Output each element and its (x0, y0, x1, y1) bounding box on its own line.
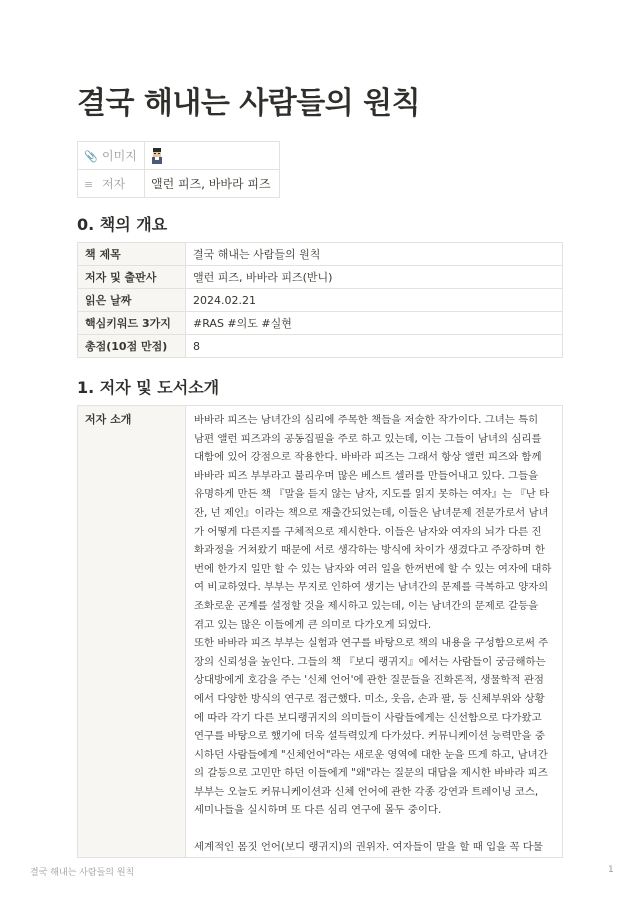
intro-line: 또한 바바라 피즈 부부는 실험과 연구를 바탕으로 책의 내용을 구성함으로써 주 (194, 637, 549, 650)
intro-line: 유명하게 만든 책 『말을 듣지 않는 남자, 지도를 읽지 못하는 여자』는 『난 타 (194, 488, 550, 501)
table-row: 총점(10점 만점) 8 (78, 335, 563, 358)
properties-table (77, 141, 280, 198)
intro-line: 시하던 사람들에게 "신체언어"라는 새로운 영역에 대한 눈을 뜨게 하고, 남녀간 (194, 748, 548, 761)
author-intro-key: 저자 소개 (78, 406, 186, 858)
intro-line: 가 어떻게 다른지를 구체적으로 제시한다. 이들은 남자와 여자의 뇌가 다른 진 (194, 525, 542, 538)
intro-line: 잔, 넌 제인』이라는 책으로 재출간되었는데, 이들은 남녀문제 전문가로서 남녀 (194, 506, 549, 519)
intro-line: 조화로운 곤계를 설정할 것을 제시하고 있는데, 이는 남녀간의 문제로 갈등을 (194, 599, 539, 612)
property-key: 📎 이미지 (78, 142, 145, 170)
intro-line: 부부는 오늘도 커뮤니케이션과 신체 언어에 관한 각종 강연과 트레이닝 코스, (194, 785, 539, 798)
intro-line: 화과정을 거쳐왔기 때문에 서로 생각하는 방식에 차이가 생겼다고 주장하며 한 (194, 544, 545, 557)
intro-line: 장의 신뢰성을 높인다. 그들의 책 『보디 랭귀지』에서는 사람들이 궁금해하는 (194, 655, 546, 668)
paperclip-icon: 📎 (84, 150, 98, 163)
intro-line: 남편 앨런 피즈과의 공동집필을 주로 하고 있는데, 이는 그들이 남녀의 심리를 (194, 432, 542, 445)
page-title: 결국 해내는 사람들의 원칙 (77, 86, 421, 121)
author-intro-table (77, 405, 563, 858)
intro-line: 연구를 바탕으로 했기에 더욱 설득력있게 다가섰다. 커뮤니케이션 능력만을 중 (194, 730, 545, 743)
intro-line: 에 따라 각기 다른 보디랭귀지의 의미들이 사람들에게는 신선함으로 다가왔고 (194, 711, 542, 724)
author-intro-text (186, 406, 563, 858)
intro-line: 상대방에게 호감을 주는 '신체 언어'에 관한 질문들을 진화론적, 생물학적 관점 (194, 674, 544, 687)
property-row-image (78, 142, 280, 170)
table-row: 읽은 날짜 2024.02.21 (78, 289, 563, 312)
property-row-author (78, 170, 280, 198)
intro-line: 겪고 있는 많은 이들에게 큰 의미로 다가오게 되었다. (194, 618, 432, 631)
text-lines-icon: ≡ (84, 178, 94, 191)
property-key: ≡ 저자 (78, 170, 145, 198)
intro-line: 여 비교하였다. 부부는 무지로 인하여 생기는 남녀간의 문제를 극복하고 양자의 (194, 581, 549, 594)
intro-line: 에서 다양한 방식의 연구로 접근했다. 미소, 웃음, 손과 팔, 등 신체부위와 상황 (194, 692, 545, 705)
intro-line: 바바라 피즈는 남녀간의 심리에 주목한 책들을 저술한 작가이다. 그녀는 특히 (194, 414, 539, 426)
intro-last-line: 세계적인 몸짓 언어(보디 랭귀지)의 권위자. 여자들이 말을 할 때 입을 꼭 다물 (194, 841, 543, 854)
table-row: 책 제목 결국 해내는 사람들의 원칙 (78, 243, 563, 266)
property-value-image[interactable] (145, 142, 280, 170)
intro-line: 번에 한가지 일만 할 수 있는 남자와 여러 일을 한꺼번에 할 수 있는 여자에 대하 (194, 562, 552, 575)
table-row: 핵심키워드 3가지 #RAS #의도 #실현 (78, 312, 563, 335)
table-row (78, 406, 563, 858)
page-number: 1 (608, 865, 614, 875)
intro-lines (194, 411, 554, 820)
avatar-image (151, 148, 163, 164)
overview-table (77, 242, 563, 358)
intro-line: 세미나들을 실시하며 또 다른 심리 연구에 몰두 중이다. (194, 804, 442, 817)
intro-line: 바바라 피즈 부부라고 불리우며 많은 베스트 셀러를 만들어내고 있다. 그들을 (194, 469, 539, 482)
intro-line: 의 갈등으로 고민만 하던 이들에게 "왜"라는 질문의 대답을 제시한 바바라 피즈 (194, 767, 548, 780)
section-heading-author-book: 1. 저자 및 도서소개 (77, 378, 220, 397)
section-heading-overview: 0. 책의 개요 (77, 215, 168, 234)
property-value-author[interactable]: 앨런 피즈, 바바라 피즈 (145, 170, 280, 198)
intro-line: 대함에 있어 강점으로 작용한다. 바바라 피즈는 그래서 항상 앨런 피즈와 함께 (194, 451, 542, 464)
table-row: 저자 및 출판사 앨런 피즈, 바바라 피즈(반니) (78, 266, 563, 289)
footer-title: 결국 해내는 사람들의 원칙 (30, 868, 135, 878)
